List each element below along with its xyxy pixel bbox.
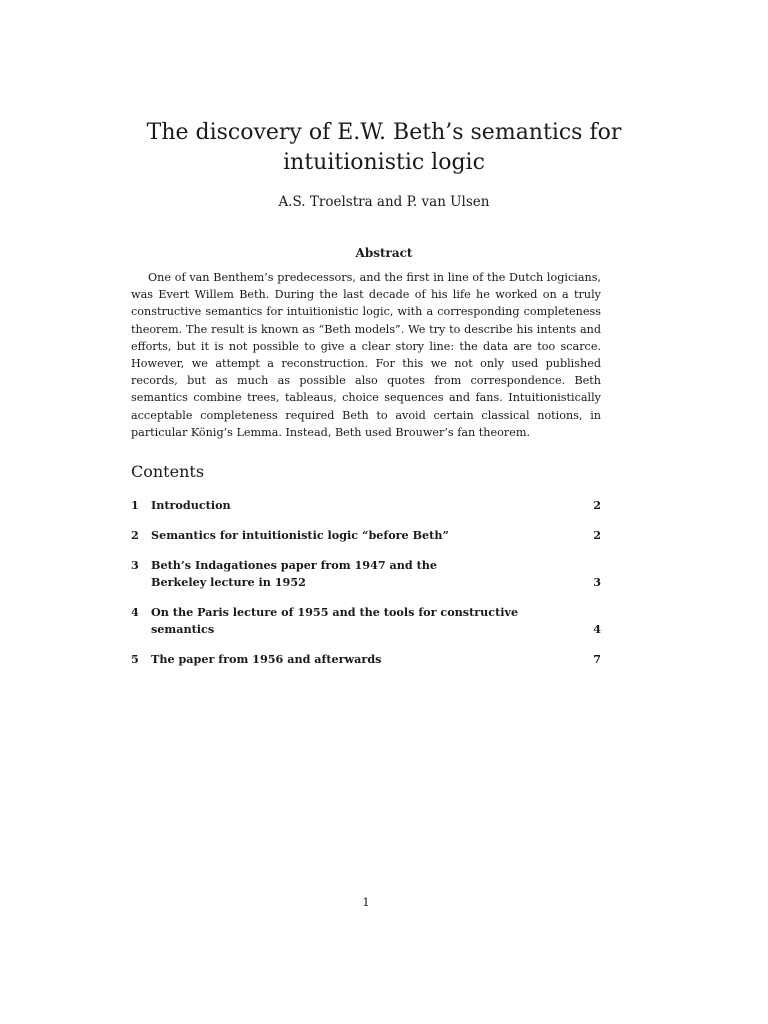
toc-entry-5[interactable] xyxy=(131,651,601,668)
abstract-heading: Abstract xyxy=(355,246,413,260)
abstract-text: One of van Benthem’s predecessors, and the first in line of the Dutch logicians, was Evert Willem Beth. During the last decade of his life he worked on a truly constructive semantics for intuitionistic logic, with a corresponding completeness theorem. The result is known as “Beth models”. We try to describe his intents and efforts, but it is not possible to give a clear story line: the data are too scarce. However, we attempt a reconstruction. For this we not only used published records, but as much as possible also quotes from correspondence. Beth semantics combine trees, tableaus, choice sequences and fans. Intuitionistically acceptable completeness required Beth to avoid certain classical notions, in particular König’s Lemma. Instead, Beth used Brouwer’s fan theorem. xyxy=(131,271,601,439)
toc-entry-1[interactable] xyxy=(131,497,601,514)
toc-entry-page: 2 xyxy=(593,498,601,512)
paper-title-line-2: intuitionistic logic xyxy=(283,150,485,175)
contents-heading: Contents xyxy=(131,462,205,481)
toc-entry-title xyxy=(151,604,561,638)
toc-entry-number: 1 xyxy=(131,498,139,512)
toc-entry-number: 2 xyxy=(131,528,139,542)
paper-title-line-1: The discovery of E.W. Beth’s semantics for xyxy=(146,120,622,145)
toc-entry-number: 4 xyxy=(131,605,139,619)
toc-entry-title-line-1: On the Paris lecture of 1955 and the tools for constructive xyxy=(151,605,519,619)
toc-entry-page: 4 xyxy=(593,622,601,636)
toc-entry-title: Introduction xyxy=(151,498,231,512)
toc-entry-4[interactable] xyxy=(131,604,601,638)
toc-entry-title-line-2: Berkeley lecture in 1952 xyxy=(151,575,306,589)
paper-title xyxy=(100,118,668,178)
toc-entry-number: 5 xyxy=(131,652,139,666)
toc-entry-page: 3 xyxy=(593,575,601,589)
toc-entry-title xyxy=(151,557,561,591)
toc-entry-number: 3 xyxy=(131,558,139,572)
page-number: 1 xyxy=(362,895,370,909)
paper-authors: A.S. Troelstra and P. van Ulsen xyxy=(278,194,490,210)
toc-entry-page: 7 xyxy=(593,652,601,666)
table-of-contents xyxy=(131,497,601,681)
toc-entry-page: 2 xyxy=(593,528,601,542)
toc-entry-2[interactable] xyxy=(131,527,601,544)
toc-entry-title: The paper from 1956 and afterwards xyxy=(151,652,382,666)
toc-entry-3[interactable] xyxy=(131,557,601,591)
toc-entry-title-line-2: semantics xyxy=(151,622,215,636)
toc-entry-title: Semantics for intuitionistic logic “before Beth” xyxy=(151,528,449,542)
toc-entry-title-line-1: Beth’s Indagationes paper from 1947 and the xyxy=(151,558,438,572)
